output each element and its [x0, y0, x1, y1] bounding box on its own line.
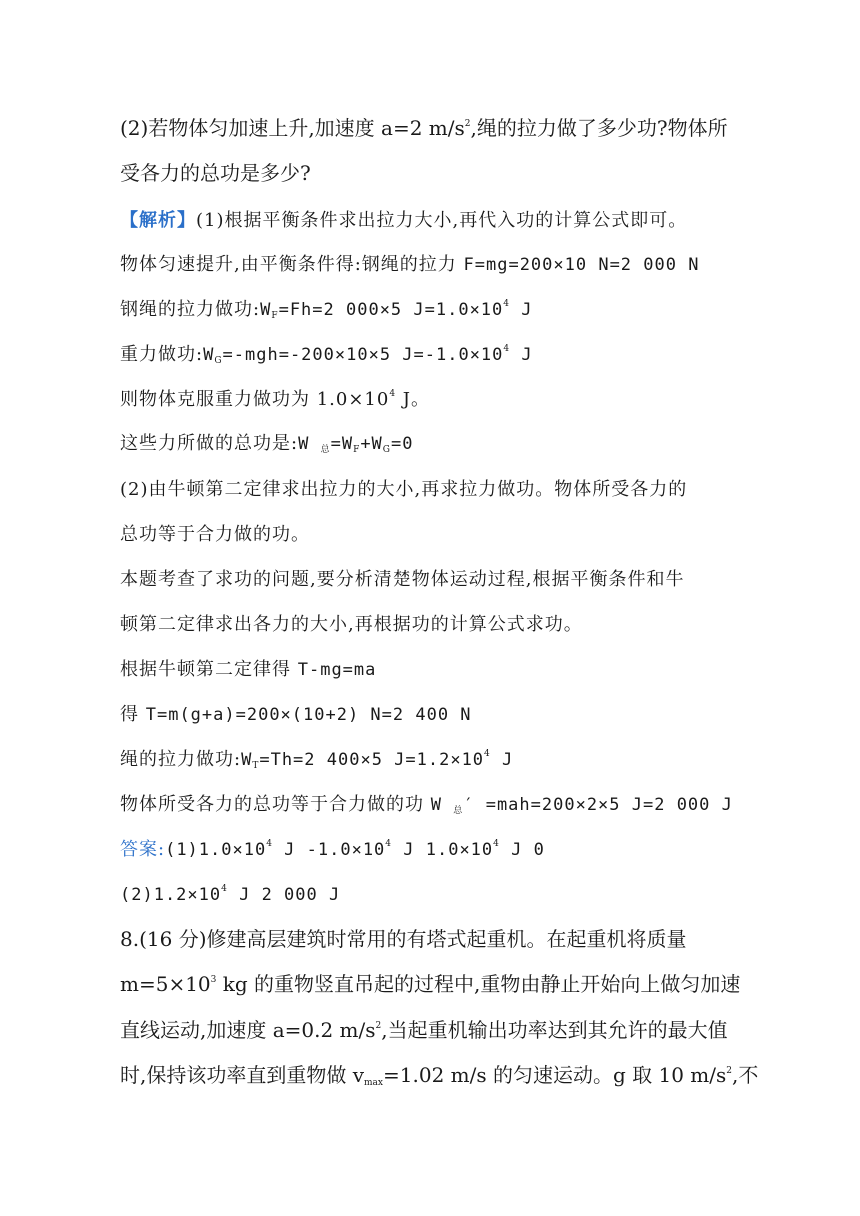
subscript: G [214, 356, 223, 366]
text: 钢绳的拉力做功: [120, 299, 261, 320]
text: =1.02 m/s 的匀速运动。g 取 10 m/s [383, 1063, 727, 1087]
question8-line2 [120, 974, 740, 994]
newton-law-line [120, 661, 376, 679]
net-work-line [120, 796, 733, 814]
equation: W [430, 795, 454, 815]
equation: T=m(g+a)=200×(10+2) N=2 400 N [145, 705, 472, 725]
review-line2: 顿第二定律求出各力的大小,再根据功的计算公式求功。 [120, 614, 583, 635]
uniform-lift-line [120, 256, 699, 274]
question8-line1: 8.(16 分)修建高层建筑时常用的有塔式起重机。在起重机将质量 [120, 927, 687, 951]
superscript: 4 [493, 839, 500, 849]
answer-value: J 2 000 J [227, 885, 341, 905]
subscript: F [271, 311, 279, 321]
part2-question-line1 [120, 118, 728, 138]
equation: ′ =mah=200×2×5 J=2 000 J [463, 795, 733, 815]
review-line1: 本题考查了求功的问题,要分析清楚物体运动过程,根据平衡条件和牛 [120, 569, 685, 590]
total-work-line [120, 435, 413, 453]
answer-value: J 1.0×10 [392, 840, 494, 860]
text: 根据牛顿第二定律得 [120, 659, 298, 680]
equation: =W [330, 434, 354, 454]
text: 重力做功: [120, 344, 204, 365]
superscript: 4 [221, 884, 228, 894]
answer-line1 [120, 841, 545, 859]
equation: =-mgh=-200×10×5 J=-1.0×10 [222, 345, 504, 365]
overcome-gravity-line [120, 391, 430, 409]
equation: W [241, 750, 253, 770]
superscript: 4 [503, 299, 511, 309]
answer-line2 [120, 886, 340, 904]
work-tension-line [120, 301, 533, 319]
equation: =Th=2 400×5 J=1.2×10 [259, 750, 485, 770]
unit: J [510, 345, 533, 365]
superscript: 3 [210, 975, 217, 985]
analysis-part2-line2: 总功等于合力做的功。 [120, 524, 310, 545]
superscript: 2 [726, 1066, 732, 1076]
superscript: 4 [385, 839, 393, 849]
analysis-part1-text: (1)根据平衡条件求出拉力大小,再代入功的计算公式即可。 [196, 210, 688, 231]
text: 这些力所做的总功是: [120, 433, 299, 454]
text: 物体匀速提升,由平衡条件得:钢绳的拉力 [120, 254, 464, 275]
equation: W [203, 345, 215, 365]
answer-value: (2)1.2×10 [120, 885, 222, 905]
analysis-tag: 【解析】 [120, 210, 196, 231]
text: m=5×10 [120, 972, 211, 996]
analysis-part2-line1: (2)由牛顿第二定律求出拉力的大小,再求拉力做功。物体所受各力的 [120, 479, 688, 500]
text: ,绳的拉力做了多少功?物体所 [470, 116, 728, 140]
work-rope-line [120, 751, 513, 769]
equation: =Fh=2 000×5 J=1.0×10 [278, 300, 504, 320]
text: 得 [120, 704, 146, 725]
text: 时,保持该功率直到重物做 v [120, 1063, 365, 1087]
text: 物体所受各力的总功等于合力做的功 [120, 794, 431, 815]
superscript: 4 [503, 344, 511, 354]
superscript: 4 [389, 389, 397, 399]
unit: J。 [396, 389, 431, 410]
equation: F=mg=200×10 N=2 000 N [463, 255, 700, 275]
equation: W [298, 434, 321, 454]
superscript: 2 [464, 119, 471, 129]
analysis-heading-line [120, 212, 687, 230]
equation: =0 [391, 434, 414, 454]
equation: W [260, 300, 272, 320]
question8-line3 [120, 1020, 728, 1040]
answer-value: J 0 [499, 840, 545, 860]
text: 则物体克服重力做功为 1.0×10 [120, 389, 390, 410]
part2-question-line2: 受各力的总功是多少? [120, 161, 311, 185]
equation: T-mg=ma [297, 660, 377, 680]
answer-value: J -1.0×10 [272, 840, 386, 860]
unit: J [510, 300, 533, 320]
answer-value: (1)1.0×10 [165, 840, 267, 860]
text: kg 的重物竖直吊起的过程中,重物由静止开始向上做匀加速 [216, 972, 741, 996]
question8-line4 [120, 1063, 759, 1088]
subscript: F [353, 445, 361, 455]
subscript: max [364, 1078, 383, 1088]
superscript: 2 [375, 1021, 382, 1031]
text: 直线运动,加速度 a=0.2 m/s [120, 1018, 376, 1042]
text: ,当起重机输出功率达到其允许的最大值 [381, 1018, 728, 1042]
subscript: T [252, 761, 260, 771]
unit: J [490, 750, 514, 770]
equation: +W [360, 434, 383, 454]
superscript: 4 [266, 839, 273, 849]
subscript: 总 [453, 806, 464, 816]
text: (2)若物体匀加速上升,加速度 a=2 m/s [120, 116, 465, 140]
subscript: 总 [320, 445, 331, 455]
subscript: G [382, 445, 391, 455]
answer-tag: 答案: [120, 839, 166, 860]
text: 绳的拉力做功: [120, 749, 242, 770]
text: ,不 [732, 1063, 759, 1087]
work-gravity-line [120, 346, 533, 364]
tension-result-line [120, 706, 472, 724]
superscript: 4 [484, 749, 491, 759]
